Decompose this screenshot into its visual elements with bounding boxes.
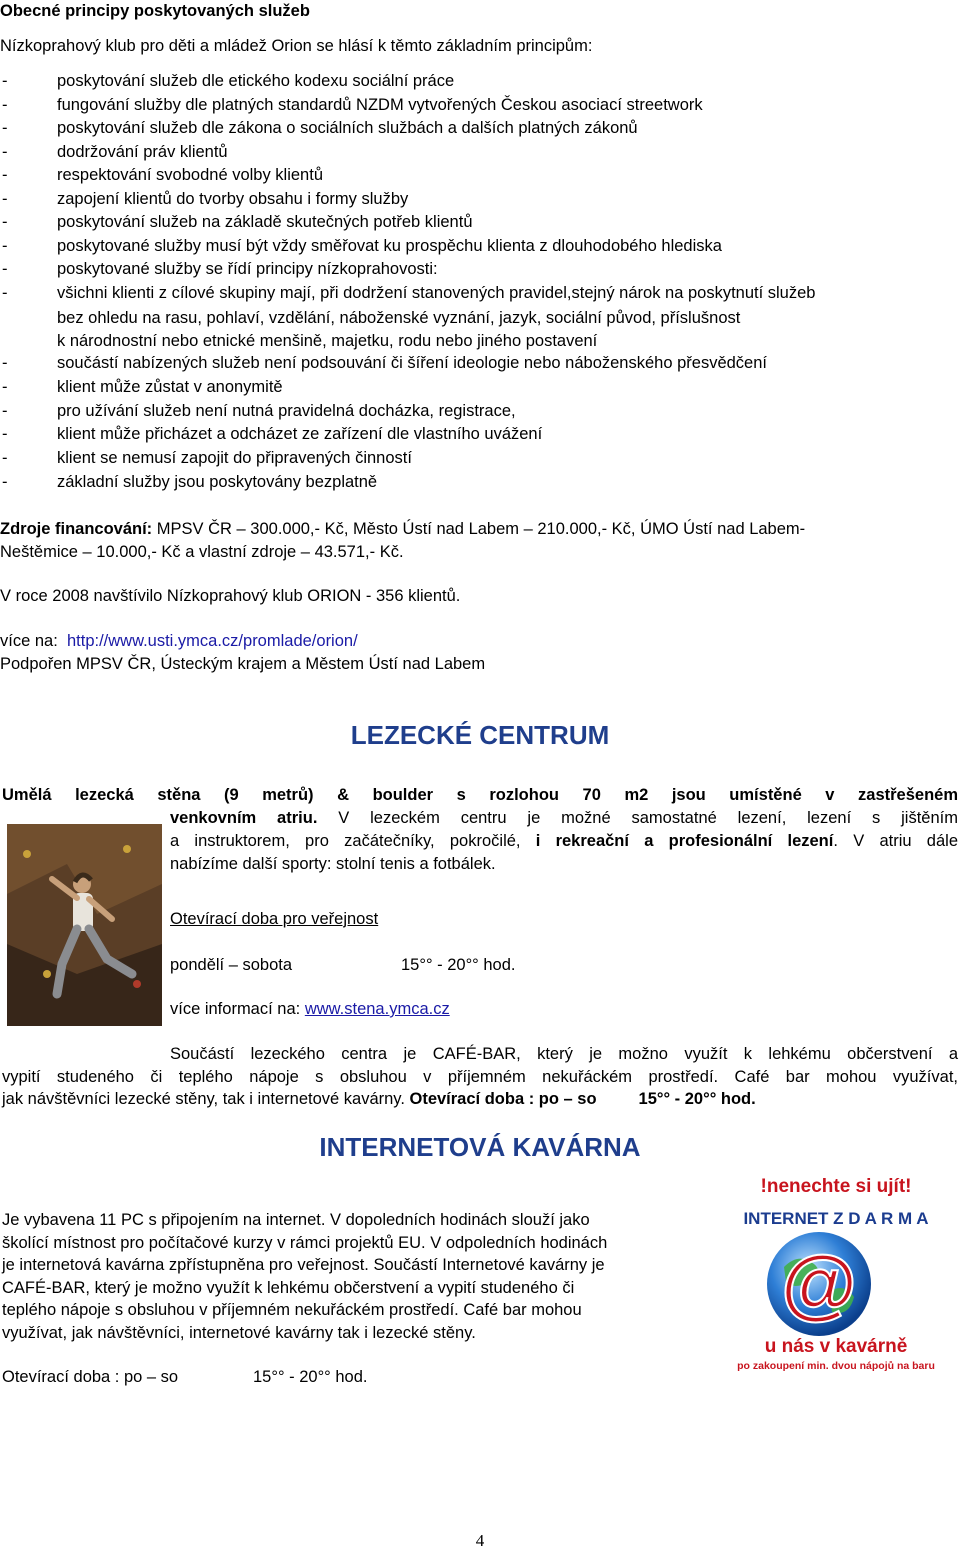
list-dash: - [2,260,8,278]
atrium-bold: venkovním atriu. [170,809,318,827]
cafe-bar-hours: 15°° - 20°° hod. [638,1090,756,1108]
list-dash: - [2,189,8,208]
list-item-text: poskytované služby musí být vždy směřovat ku prospěchu klienta z dlouhodobého hlediska [57,236,722,255]
cafe-hours-label: Otevírací doba : po – so [2,1368,179,1386]
opening-hours: 15°° - 20°° hod. [401,956,516,974]
list-dash: - [2,119,8,137]
list-dash: - [2,401,8,420]
visits-text: V roce 2008 navštívilo Nízkoprahový klub ORION - 356 klientů. [0,587,461,605]
climbing-line-4: nabízíme další sporty: stolní tenis a fotbálek. [170,855,496,873]
list-item-text: respektování svobodné volby klientů [57,166,323,184]
cafe-hours: 15°° - 20°° hod. [253,1368,368,1386]
list-dash: - [2,354,8,372]
cafe-bar-hours-label: Otevírací doba : po – so [409,1090,597,1108]
list-item-text: všichni klienti z cílové skupiny mají, při dodržení stanovených pravidel,stejný nárok na poskytnutí služeb [57,283,816,302]
list-item-text: poskytování služeb dle etického kodexu sociální práce [57,72,455,90]
promo-line-2: INTERNET Z D A R M A [743,1209,929,1228]
list-dash: - [2,72,8,90]
promo-line-1: !nenechte si ujít! [760,1176,912,1197]
climbing-line-3 [170,830,958,852]
promo-line-4: po zakoupení min. dvou nápojů na baru [737,1360,935,1372]
hours-heading: Otevírací doba pro veřejnost [170,910,379,928]
funding-line-2: Neštěmice – 10.000,- Kč a vlastní zdroje – 43.571,- Kč. [0,543,404,561]
list-item-text: poskytování služeb dle zákona o sociálních službách a dalších platných zákonů [57,119,638,137]
funding-line-1 [0,518,805,540]
list-dash: - [2,449,8,468]
list-dash: - [2,166,8,184]
climbing-line-3c: . V atriu dále [833,832,958,850]
list-dash: - [2,213,8,231]
list-dash: - [2,236,8,255]
promo-line-3: u nás v kavárně [764,1336,908,1357]
list-item-text: zapojení klientů do tvorby obsahu i formy služby [57,189,409,208]
list-item-text: pro užívání služeb není nutná pravidelná docházka, registrace, [57,401,516,420]
cafe-bar-line-1: Součástí lezeckého centra je CAFÉ-BAR, který je možno využít k lehkému občerstvení a [170,1045,958,1063]
list-item-text: základní služby jsou poskytovány bezplatně [57,473,378,491]
internet-cafe-line: teplého nápoje s obsluhou v příjemném nekuřáckém prostředí. Café bar mohou [2,1301,582,1320]
promo-graphic [714,1172,958,1372]
funding-label: Zdroje financování: [0,520,153,538]
list-dash: - [2,95,8,114]
list-item-continuation: bez ohledu na rasu, pohlaví, vzdělání, náboženské vyznání, jazyk, sociální původ, příslušnost [57,309,741,327]
opening-days: pondělí – sobota [170,956,293,974]
cafe-bar-line-3 [2,1088,756,1110]
info-label: více informací na: [170,1000,301,1018]
climbing-line-3b: i rekreační a profesionální lezení [535,832,834,850]
more-info [0,630,358,652]
internet-cafe-line: Je vybavena 11 PC s připojením na internet. V dopoledních hodinách slouží jako [2,1211,590,1229]
cafe-bar-line-2: vypití studeného či teplého nápoje s obsluhou v příjemném nekuřáckém prostředí. Café bar mohou využívat, [2,1068,958,1086]
climber-image [7,824,162,1026]
at-sign-icon: @ [780,1239,858,1327]
list-item-text: klient může zůstat v anonymitě [57,377,283,396]
internet-cafe-line: CAFÉ-BAR, který je možno využít k lehkému občerstvení a vypití studeného či [2,1278,575,1297]
list-item-text: dodržování práv klientů [57,142,228,161]
more-info-climbing [170,998,450,1020]
climbing-line-3a: a instruktorem, pro začátečníky, pokročilé, [170,832,536,850]
list-item-text: klient může přicházet a odcházet ze zařízení dle vlastního uvážení [57,425,543,444]
more-label: více na: [0,632,58,650]
list-item-text: poskytované služby se řídí principy nízkoprahovosti: [57,260,438,278]
list-dash: - [2,425,8,444]
list-dash: - [2,283,8,302]
list-item-text: klient se nemusí zapojit do připravených činností [57,449,412,468]
list-dash: - [2,473,8,491]
climbing-line-1: Umělá lezecká stěna (9 metrů) & boulder s rozlohou 70 m2 jsou umístěné v zastřešeném [2,786,958,804]
internet-cafe-line: je internetová kavárna zpřístupněna pro veřejnost. Součástí Internetové kavárny je [2,1256,605,1275]
internet-cafe-line: využívat, jak návštěvníci, internetové kavárny tak i lezecké stěny. [2,1324,476,1342]
list-item-text: poskytování služeb na základě skutečných potřeb klientů [57,213,473,231]
list-item-continuation: k národnostní nebo etnické menšině, majetku, rodu nebo jiného postavení [57,332,598,350]
list-item-text: součástí nabízených služeb není podsouvání či šíření ideologie nebo náboženského přesvědčení [57,354,767,372]
climbing-line-2-text: V lezeckém centru je možné samostatné lezení, lezení s jištěním [317,809,958,827]
support-text: Podpořen MPSV ČR, Ústeckým krajem a Městem Ústí nad Labem [0,655,486,673]
list-item-text: fungování služby dle platných standardů NZDM vytvořených Českou asociací streetwork [57,95,703,114]
intro-text: Nízkoprahový klub pro děti a mládež Orion se hlásí k těmto základním principům: [0,37,593,55]
cafe-bar-line-3a: jak návštěvníci lezecké stěny, tak i internetové kavárny. [2,1090,410,1108]
list-dash: - [2,142,8,161]
climbing-title: LEZECKÉ CENTRUM [350,720,610,750]
internet-free-promo [714,1172,958,1372]
internet-cafe-title: INTERNETOVÁ KAVÁRNA [319,1132,641,1162]
list-dash: - [2,377,8,396]
internet-cafe-line: školící místnost pro počítačové kurzy v rámci projektů EU. V odpoledních hodinách [2,1233,608,1252]
funding-text: MPSV ČR – 300.000,- Kč, Město Ústí nad Labem – 210.000,- Kč, ÚMO Ústí nad Labem- [152,520,806,538]
stena-link[interactable]: www.stena.ymca.cz [304,1000,450,1018]
orion-link[interactable]: http://www.usti.ymca.cz/promlade/orion/ [66,632,358,650]
section-heading: Obecné principy poskytovaných služeb [0,2,310,20]
page-number: 4 [475,1531,485,1550]
climbing-line-2 [170,807,958,829]
climber-photo [7,824,162,1026]
